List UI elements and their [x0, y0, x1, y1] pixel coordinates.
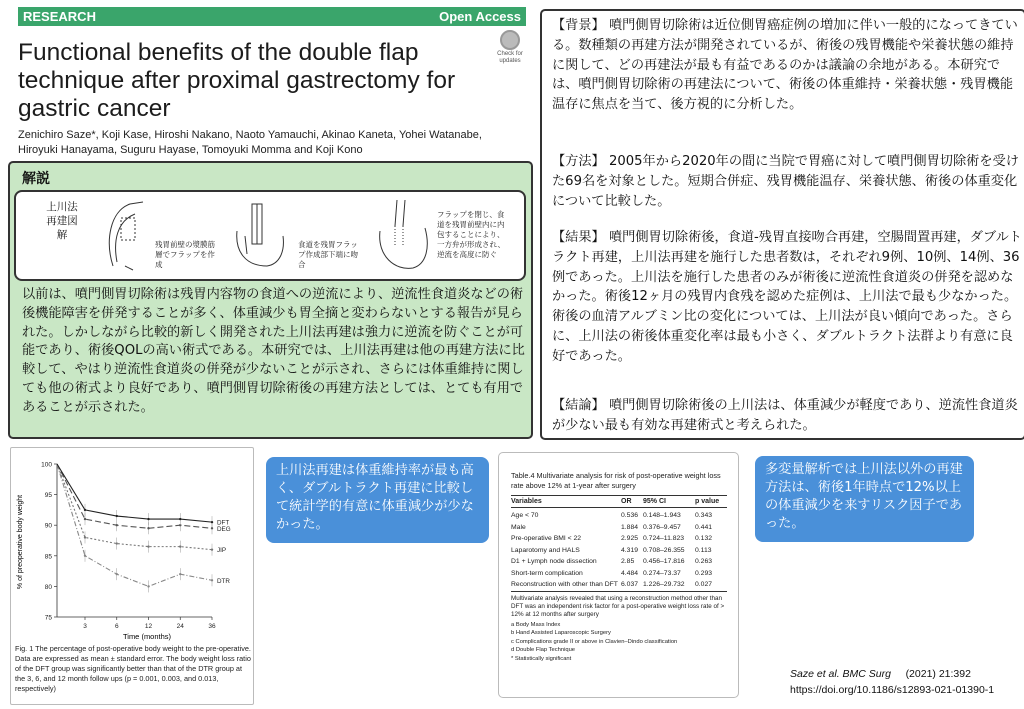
- risk-callout: 多変量解析では上川法以外の再建方法は、術後1年時点で12%以上の体重減少を来すリスク因子であった。: [755, 456, 974, 542]
- research-header-bar: [18, 7, 526, 26]
- stomach-flap-illustration: [109, 202, 143, 270]
- table-cell: 4.319: [621, 546, 639, 554]
- table-cell: 0.456–17.816: [643, 558, 685, 565]
- table-cell: Male: [511, 523, 526, 531]
- diagram-caption-2: 食道を残胃フラップ作成部下端に吻合: [298, 240, 358, 269]
- diagram-caption-3: フラップを閉じ、食道を残胃前壁内に内包することにより、一方弁が形成され、逆流を高度に防ぐ: [437, 210, 505, 259]
- x-tick-label: 24: [176, 623, 184, 630]
- open-access-label[interactable]: Open Access: [439, 9, 521, 24]
- citation-doi[interactable]: https://doi.org/10.1186/s12893-021-01390-1: [790, 684, 995, 696]
- table-4-box: [498, 452, 739, 698]
- table-cell: 2.925: [621, 535, 639, 542]
- series-line-deg: [57, 464, 212, 528]
- table-header-cell: 95% CI: [643, 498, 666, 505]
- table-cell: 2.85: [621, 558, 635, 565]
- table-title: Table.4 Multivariate analysis for risk of post-operative weight loss rate above 12% at 1-year after surgery: [511, 471, 721, 490]
- table-cell: D1 + Lymph node dissection: [511, 558, 597, 565]
- research-label: RESEARCH: [23, 9, 96, 24]
- diagram-title: 上川法再建図解: [46, 201, 78, 241]
- check-updates-label: Check for updates: [497, 51, 523, 64]
- background-section: 【背景】 噴門側胃切除術は近位側胃癌症例の増加に伴い一般的になってきている。数種類の再建方法が開発されているが、術後の残胃機能や栄養状態の維持に関して、どの再建法が最も有益であるのかは議論の余地がある。本研究では、噴門側胃切除術の再建法について、術後の体重維持・栄養状態・残胃機能温存に焦点を当て、後方視的に分析した。: [552, 18, 1018, 113]
- legend-label-deg: DEG: [217, 525, 231, 533]
- table-header-cell: Variables: [511, 498, 542, 505]
- data-point-deg: [84, 518, 86, 520]
- series-line-jip: [57, 464, 212, 550]
- table-row: [511, 510, 727, 522]
- data-point-dft: [147, 518, 149, 520]
- figure-1-caption: Fig. 1 The percentage of post-operative body weight to the pre-operative. Data are expressed as mean ± standard error. The body weight loss ratio of the DFT group was significantly better than that of the DTR group at the 3, 6, and 12 month follow ups (p = 0.001, 0.003, and 0.013, respectively): [15, 644, 251, 693]
- data-point-deg: [147, 527, 149, 529]
- flap-closure-illustration: [380, 200, 428, 268]
- table-footnote: d Double Flap Technique: [511, 647, 576, 653]
- data-point-dtr: [147, 585, 149, 587]
- x-tick-label: 6: [114, 623, 119, 630]
- data-point-dft: [179, 518, 181, 520]
- table-cell: 0.724–11.823: [643, 535, 685, 542]
- table-cell: 0.132: [695, 535, 713, 542]
- data-point-jip: [179, 545, 181, 547]
- data-point-dtr: [84, 555, 86, 557]
- legend-label-jip: JIP: [217, 547, 227, 555]
- data-point-jip: [84, 536, 86, 538]
- data-point-deg: [116, 524, 118, 526]
- table-cell: 0.536: [621, 512, 639, 519]
- data-point-dtr: [211, 579, 213, 581]
- y-axis-label: % of preoperative body weight: [17, 494, 24, 590]
- table-cell: 0.113: [695, 546, 712, 554]
- y-tick-label: 90: [44, 522, 52, 530]
- data-point-dft: [116, 515, 118, 517]
- table-cell: 0.441: [695, 523, 713, 531]
- table-cell: 0.274–73.37: [643, 569, 681, 577]
- explanation-heading: 解説: [22, 171, 50, 187]
- legend-label-dft: DFT: [217, 519, 230, 527]
- table-cell: 0.148–1.943: [643, 512, 681, 519]
- data-point-jip: [147, 545, 149, 547]
- table-cell: 0.708–26.355: [643, 546, 685, 554]
- x-tick-label: 3: [83, 623, 87, 630]
- table-cell: 0.293: [695, 569, 713, 577]
- table-footnote: c Complications grade II or above in Clavien–Dindo classification: [511, 638, 678, 645]
- table-cell: 0.027: [695, 581, 713, 588]
- y-tick-label: 85: [44, 553, 52, 561]
- table-note: Multivariate analysis revealed that using a reconstruction method other than DFT was an independent risk factor for a post-operative weight loss rate of > 12% at 12 months after surgery: [511, 594, 725, 618]
- data-point-dtr: [179, 573, 181, 575]
- table-footnotes: [511, 621, 727, 664]
- esophagus-anastomosis-illustration: [237, 204, 284, 266]
- weight-callout: 上川法再建は体重維持率が最も高く、ダブルトラクト再建に比較して統計学的有意に体重減少が少なかった。: [266, 457, 489, 543]
- y-tick-label: 80: [44, 583, 52, 591]
- table-cell: Age < 70: [511, 512, 539, 519]
- table-body: [511, 510, 727, 592]
- table-row: [511, 556, 727, 568]
- table-cell: 4.484: [621, 569, 639, 577]
- x-tick-label: 12: [144, 623, 153, 630]
- table-footnote: b Hand Assisted Laparoscopic Surgery: [511, 630, 611, 636]
- methods-section: 【方法】 2005年から2020年の間に当院で胃癌に対して噴門側胃切除術を受けた69名を対象とした。短期合併症、残胃機能温存、栄養状態、術後の体重変化について比較した。: [552, 154, 1019, 209]
- table-cell: 1.884: [621, 523, 639, 531]
- author-list: Zenichiro Saze*, Koji Kase, Hiroshi Nakano, Naoto Yamauchi, Akinao Kaneta, Yohei Watanabe, Hiroyuki Hanayama, Suguru Hayase, Tomoyuki Momma and Koji Kono: [18, 129, 482, 156]
- y-tick-label: 95: [44, 492, 52, 500]
- table-row: [511, 522, 727, 534]
- table-header-cell: p value: [695, 498, 720, 505]
- conclusion-section: 【結論】 噴門側胃切除術後の上川法は、体重減少が軽度であり、逆流性食道炎が少ない最も有効な再建術式と考えられた。: [552, 398, 1018, 433]
- citation-year: (2021) 21:392: [905, 668, 971, 680]
- y-tick-label: 75: [44, 614, 52, 622]
- data-point-dtr: [116, 573, 118, 575]
- diagram-caption-1: 残胃前壁の漿膜筋層でフラップを作成: [155, 240, 215, 269]
- table-row: [511, 533, 727, 545]
- data-point-jip: [211, 548, 213, 550]
- check-updates-icon: [500, 30, 520, 50]
- table-cell: 0.376–9.457: [643, 523, 681, 531]
- table-cell: 0.263: [695, 558, 713, 565]
- results-section: 【結果】 噴門側胃切除術後，食道-残胃直接吻合再建，空腸間置再建，ダブルトラクト再建，上川法再建を施行した患者数は，それぞれ9例、10例、14例、36例であった。上川法を施行した患者のみが術後に逆流性食道炎の併発を認めなかった。術後12ヶ月の残胃内食残を認めた症例は、上川法で最も少なかった。術後の血清アルブミン比の変化については、上川法が良い傾向であった。さらに、上川法の術後体重変化率は最も小さく、ダブルトラクト法群より有意に良好であった。: [552, 230, 1022, 364]
- table-cell: Laparotomy and HALS: [511, 546, 580, 554]
- table-footnote: a Body Mass Index: [511, 621, 561, 628]
- table-cell: Pre-operative BMI < 22: [511, 535, 582, 542]
- paper-title: Functional benefits of the double flap technique after proximal gastrectomy for gastric cancer: [18, 39, 456, 122]
- table-cell: Short-term complication: [511, 569, 583, 577]
- table-row: [511, 568, 727, 580]
- data-point-jip: [116, 542, 118, 544]
- y-tick-label: 100: [41, 461, 52, 469]
- table-cell: 0.343: [695, 512, 713, 519]
- data-point-dft: [84, 509, 86, 511]
- weight-chart: [12, 452, 252, 642]
- table-row: [511, 579, 727, 591]
- legend-label-dtr: DTR: [217, 577, 230, 585]
- data-point-dft: [211, 521, 213, 523]
- table-cell: 1.226–29.732: [643, 581, 685, 588]
- explanation-body: 以前は、噴門側胃切除術は残胃内容物の食道への逆流により、逆流性食道炎などの術後機能障害を併発することが多く、体重減少も胃全摘と変わらないとする報告が見られた。しかしながら比較的新しく開発された上川法再建は強力に逆流を防ぐことが可能であり、術後QOLの高い術式である。本研究では、上川法再建は他の再建方法に比較して、やはり逆流性食道炎の併発が少ないことが示され、さらには体重維持に関しても他の術式より良好であり、噴門側胃切除術後の再建方法としては、とても有用であることが示された。: [22, 287, 525, 415]
- citation: [790, 666, 1020, 698]
- table-row: [511, 545, 727, 557]
- table-cell: 6.037: [621, 581, 639, 588]
- citation-journal: Saze et al. BMC Surg: [790, 668, 891, 680]
- table-footnote: * Statistically significant: [511, 655, 572, 662]
- x-tick-label: 36: [208, 623, 216, 630]
- table-cell: Reconstruction with other than DFT: [511, 581, 618, 588]
- series-line-dft: [57, 464, 212, 522]
- table-header-cell: OR: [621, 498, 632, 505]
- check-for-updates-badge[interactable]: [493, 30, 527, 66]
- table-header-row: [511, 495, 727, 508]
- x-axis-label: Time (months): [122, 632, 172, 641]
